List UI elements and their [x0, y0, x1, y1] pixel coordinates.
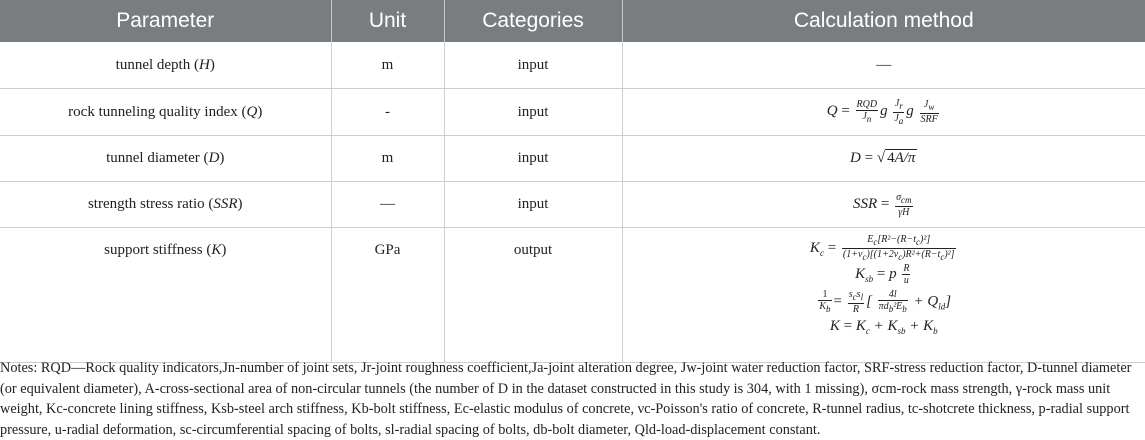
kc-formula: $K_c$ = $\frac{E_c[R^2-(R-t_c)^2]}{(1+\nu_c)[(1+2\nu_c)R^2+(R-t_c)^2]}$	[623, 234, 1145, 263]
parameter-cell: tunnel diameter (D)	[0, 136, 331, 182]
category-cell: input	[444, 136, 622, 182]
method-cell	[622, 182, 1145, 228]
k-formula: $K = K_c + K_{sb} + K_b$	[623, 316, 1145, 341]
header-calculation-method: Calculation method	[622, 0, 1145, 42]
table-row	[0, 182, 1145, 228]
category-cell: input	[444, 89, 622, 136]
kb-formula: $\frac{1}{K_b}$ = $\frac{s_cs_l}{R}$ [ $\frac{4l}{\pi d_b^2E_b}$ + $Q_{ld}$]	[623, 289, 1145, 316]
parameter-cell: support stiffness (K)	[0, 228, 331, 363]
category-cell: input	[444, 182, 622, 228]
category-cell: input	[444, 42, 622, 89]
unit-cell: GPa	[331, 228, 444, 363]
method-cell	[622, 89, 1145, 136]
ksb-formula: $K_{sb} = p$ $\frac{R}{u}$	[623, 263, 1145, 289]
category-cell: output	[444, 228, 622, 363]
d-formula: D = √ 4A/π	[850, 149, 917, 166]
table-row	[0, 228, 1145, 363]
parameter-cell: strength stress ratio (SSR)	[0, 182, 331, 228]
unit-cell: m	[331, 42, 444, 89]
ssr-formula: SSR = $\frac{\sigma_{cm}}{\gamma H}$	[853, 196, 915, 212]
parameter-cell: tunnel depth (H)	[0, 42, 331, 89]
header-categories: Categories	[444, 0, 622, 42]
header-row	[0, 0, 1145, 42]
header-unit: Unit	[331, 0, 444, 42]
parameter-cell: rock tunneling quality index (Q)	[0, 89, 331, 136]
table-notes: Notes: RQD—Rock quality indicators,Jn-number of joint sets, Jr-joint roughness coefficient,Ja-joint alteration degree, Jw-joint water reduction factor, SRF-stress reduction factor, D-tunnel diameter (or equivalent diameter), A-cross-sectional area of non-circular tunnels (the number of D in the dataset constructed in this study is 304, with 1 missing), σcm-rock mass strength, γ-rock mass unit weight, Kc-concrete lining stiffness, Ksb-steel arch stiffness, Kb-bolt stiffness, Ec-elastic modulus of concrete, νc-Poisson's ratio of concrete, R-tunnel radius, tc-shotcrete thickness, p-radial support pressure, u-radial deformation, sc-circumferential spacing of bolts, sl-radial spacing of bolts, db-bolt diameter, Qld-load-displacement constant.	[0, 358, 1140, 440]
method-cell: —	[622, 42, 1145, 89]
q-formula: Q = $\frac{\text{RQD}}{J_n}$ g $\frac{J_r}{J_a}$ g $\frac{J_w}{\text{SRF}}$	[827, 103, 941, 119]
table-row	[0, 89, 1145, 136]
unit-cell: m	[331, 136, 444, 182]
table-row	[0, 136, 1145, 182]
table-row	[0, 42, 1145, 89]
method-cell	[622, 228, 1145, 363]
unit-cell: —	[331, 182, 444, 228]
method-cell	[622, 136, 1145, 182]
header-parameter: Parameter	[0, 0, 331, 42]
unit-cell: -	[331, 89, 444, 136]
